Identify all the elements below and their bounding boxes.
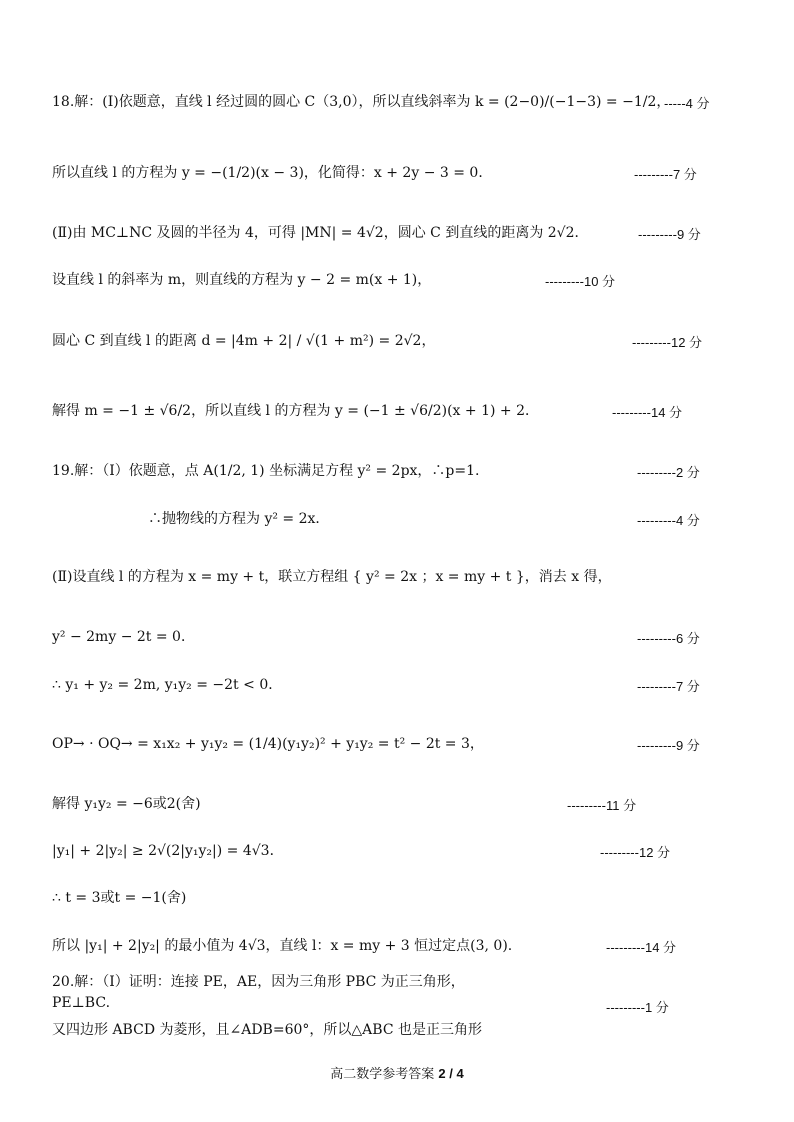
line-19-8: |y₁| + 2|y₂| ≥ 2√(2|y₁y₂|) = 4√3． <box>52 843 284 859</box>
score-18-4: ---------10 分 <box>545 274 616 289</box>
line-19-1: 19.解：（Ⅰ）依题意，点 A(1/2, 1) 坐标满足方程 y² = 2px，∴p=1. <box>52 463 480 479</box>
line-18-4: 设直线 l 的斜率为 m，则直线的方程为 y − 2 = m(x + 1)， <box>52 272 432 288</box>
line-19-2: ∴抛物线的方程为 y² = 2x． <box>148 511 330 527</box>
score-19-5: ---------7 分 <box>637 679 700 694</box>
line-19-4: y² − 2my − 2t = 0． <box>52 629 195 645</box>
score-18-1: -----4 分 <box>664 96 710 111</box>
line-18-5: 圆心 C 到直线 l 的距离 d = |4m + 2| / √(1 + m²) = 2√2， <box>52 333 436 349</box>
line-18-3: (Ⅱ)由 MC⊥NC 及圆的半径为 4，可得 |MN| = 4√2，圆心 C 到直线的距离为 2√2． <box>52 225 589 241</box>
score-19-10: ---------14 分 <box>606 940 677 955</box>
line-19-3: (Ⅱ)设直线 l 的方程为 x = my + t，联立方程组 { y² = 2x ；x = my + t }，消去 x 得， <box>52 569 612 585</box>
line-19-5: ∴ y₁ + y₂ = 2m, y₁y₂ = −2t < 0． <box>52 677 283 693</box>
line-19-7: 解得 y₁y₂ = −6或2(舍) <box>52 796 201 812</box>
score-18-5: ---------12 分 <box>632 335 703 350</box>
score-19-4: ---------6 分 <box>637 631 700 646</box>
line-20-1: 20.解：（Ⅰ）证明：连接 PE，AE，因为三角形 PBC 为正三角形， <box>52 974 465 990</box>
score-19-1: ---------2 分 <box>637 465 700 480</box>
line-18-2: 所以直线 l 的方程为 y = −(1/2)(x − 3)，化简得：x + 2y − 3 = 0． <box>52 165 493 181</box>
line-18-6: 解得 m = −1 ± √6/2，所以直线 l 的方程为 y = (−1 ± √6/2)(x + 1) + 2． <box>52 403 539 419</box>
page-number: 2 / 4 <box>438 1066 464 1081</box>
score-18-6: ---------14 分 <box>612 405 683 420</box>
line-19-6: OP→ · OQ→ = x₁x₂ + y₁y₂ = (1/4)(y₁y₂)² + y₁y₂ = t² − 2t = 3， <box>52 736 484 752</box>
page-footer <box>0 1063 794 1082</box>
score-19-6: ---------9 分 <box>637 738 700 753</box>
score-18-2: ---------7 分 <box>634 167 697 182</box>
line-19-9: ∴ t = 3或t = −1(舍) <box>52 890 187 906</box>
line-20-2: PE⊥BC. <box>52 995 111 1011</box>
score-19-7: ---------11 分 <box>567 798 637 813</box>
score-18-3: ---------9 分 <box>638 227 701 242</box>
score-20-2: ---------1 分 <box>606 1000 669 1015</box>
line-19-10: 所以 |y₁| + 2|y₂| 的最小值为 4√3，直线 l：x = my + 3 恒过定点(3, 0). <box>52 938 513 954</box>
line-18-1: 18.解：(Ⅰ)依题意，直线 l 经过圆的圆心 C（3,0），所以直线斜率为 k = (2−0)/(−1−3) = −1/2， <box>52 94 671 110</box>
score-19-2: ---------4 分 <box>637 513 700 528</box>
footer-label: 高二数学参考答案 <box>330 1067 435 1082</box>
score-19-8: ---------12 分 <box>600 845 671 860</box>
line-20-3: 又四边形 ABCD 为菱形，且∠ADB=60°，所以△ABC 也是正三角形 <box>52 1022 482 1038</box>
